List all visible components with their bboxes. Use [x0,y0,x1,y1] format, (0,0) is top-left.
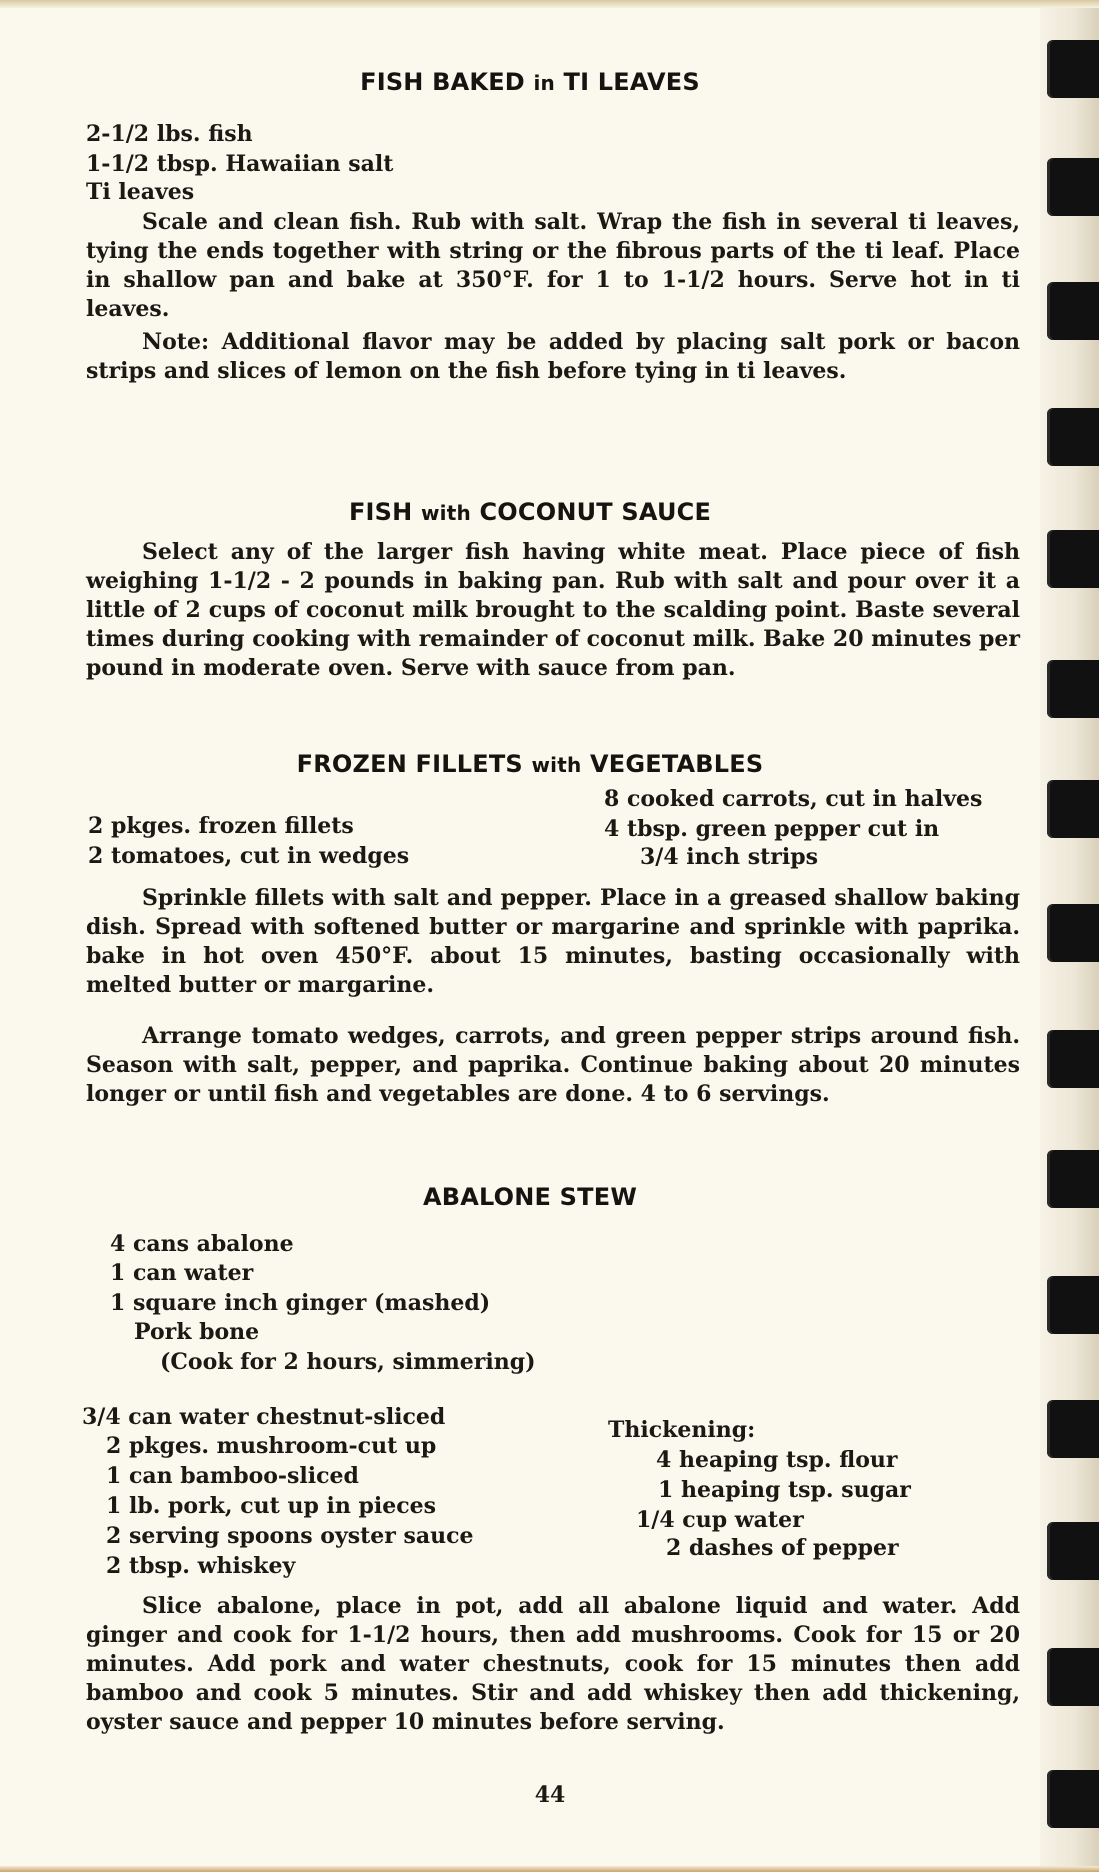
binding-tab [1047,408,1099,466]
title-part: COCONUT SAUCE [470,498,712,526]
ingredient-line: 2 pkges. frozen fillets [88,813,354,839]
ingredient-line: 1 can water [110,1260,254,1286]
directions-paragraph [86,538,1020,683]
thickening-label: Thickening: [608,1417,756,1443]
title-part: with [421,501,471,525]
ingredient-line: Pork bone [134,1319,260,1345]
directions-paragraph [86,1592,1020,1737]
directions-text: Arrange tomato wedges, carrots, and green pepper strips around fish. Season with salt, pepper, and paprika. Continue baking about 20 minutes longer or until fish and vegetables are done. 4 to 6 servings. [86,1023,1020,1107]
ingredient-line: 4 cans abalone [110,1231,294,1257]
recipe-title-fish-coconut [0,498,1060,526]
recipe-title-frozen-fillets [0,750,1060,778]
binding-tab [1047,40,1099,98]
ingredient-line: 1 can bamboo-sliced [106,1463,359,1489]
note-text: Note: Additional flavor may be added by placing salt pork or bacon strips and slices of lemon on the fish before tying in ti leaves. [86,329,1020,384]
ingredient-line: 1 heaping tsp. sugar [658,1477,911,1503]
title-part: FISH [348,498,421,526]
binding-tab [1047,1276,1099,1334]
ingredient-line: 2 tomatoes, cut in wedges [88,843,410,869]
title-part: VEGETABLES [581,750,764,778]
binding-tab [1047,1400,1099,1458]
binding-tab [1047,1030,1099,1088]
directions-paragraph [86,208,1020,324]
ingredient-line: 4 tbsp. green pepper cut in [604,816,940,842]
ingredient-line: 4 heaping tsp. flour [656,1447,898,1473]
ingredient-line: 3/4 can water chestnut-sliced [82,1404,446,1430]
recipe-title-fish-baked [0,68,1060,96]
ingredient-line: 1-1/2 tbsp. Hawaiian salt [86,151,394,177]
directions-text: Scale and clean fish. Rub with salt. Wrap the fish in several ti leaves, tying the ends together with string or the fibrous parts of the ti leaf. Place in shallow pan and bake at 350°F. for 1 to 1-1/2 hours. Serve hot in ti leaves. [86,209,1020,322]
title-part: with [531,753,582,777]
ingredient-line: 1 square inch ginger (mashed) [110,1290,491,1316]
binding-tab [1047,780,1099,838]
ingredient-line: 2 serving spoons oyster sauce [106,1523,474,1549]
binding-tab [1047,1522,1099,1580]
title-part: ABALONE STEW [422,1183,638,1211]
ingredient-line: 1 lb. pork, cut up in pieces [106,1493,437,1519]
binding-tab [1047,1770,1099,1828]
directions-text: Sprinkle fillets with salt and pepper. Place in a greased shallow baking dish. Spread with softened butter or margarine and sprinkle with paprika. bake in hot oven 450°F. about 15 minutes, basting occasionally with melted butter or margarine. [86,885,1020,998]
binding-tab [1047,660,1099,718]
ingredient-line: (Cook for 2 hours, simmering) [160,1349,536,1375]
binding-tab [1047,530,1099,588]
ingredient-line: 8 cooked carrots, cut in halves [604,786,983,812]
ingredient-line: Ti leaves [86,179,195,205]
binding-tab [1047,904,1099,962]
title-part: FROZEN FILLETS [296,750,532,778]
directions-paragraph [86,1022,1020,1109]
ingredient-line: 2 tbsp. whiskey [106,1553,296,1579]
ingredient-line: 3/4 inch strips [640,844,818,870]
title-part: FISH BAKED [360,68,534,96]
ingredient-line: 1/4 cup water [636,1507,804,1533]
ingredient-line: 2 pkges. mushroom-cut up [106,1433,437,1459]
title-part: TI LEAVES [554,68,700,96]
spiral-binding [1040,0,1099,1872]
directions-text: Select any of the larger fish having white meat. Place piece of fish weighing 1-1/2 - 2 pounds in baking pan. Rub with salt and pour over it a little of 2 cups of coconut milk brought to the scalding point. Baste several times during cooking with remainder of coconut milk. Bake 20 minutes per pound in moderate oven. Serve with sauce from pan. [86,539,1020,681]
ingredient-line: 2 dashes of pepper [666,1535,899,1561]
directions-paragraph [86,884,1020,1000]
title-part: in [533,71,555,95]
recipe-title-abalone-stew [0,1183,1060,1211]
page-number: 44 [534,1782,566,1808]
note-paragraph [86,328,1020,386]
binding-tab [1047,282,1099,340]
binding-tab [1047,158,1099,216]
binding-tab [1047,1648,1099,1706]
directions-text: Slice abalone, place in pot, add all abalone liquid and water. Add ginger and cook for 1-1/2 hours, then add mushrooms. Cook for 15 or 20 minutes. Add pork and water chestnuts, cook for 15 minutes then add bamboo and cook 5 minutes. Stir and add whiskey then add thickening, oyster sauce and pepper 10 minutes before serving. [86,1593,1020,1735]
page-bottom-edge [0,1866,1099,1872]
binding-tab [1047,1150,1099,1208]
ingredient-line: 2-1/2 lbs. fish [86,121,253,147]
page-top-edge [0,0,1099,8]
